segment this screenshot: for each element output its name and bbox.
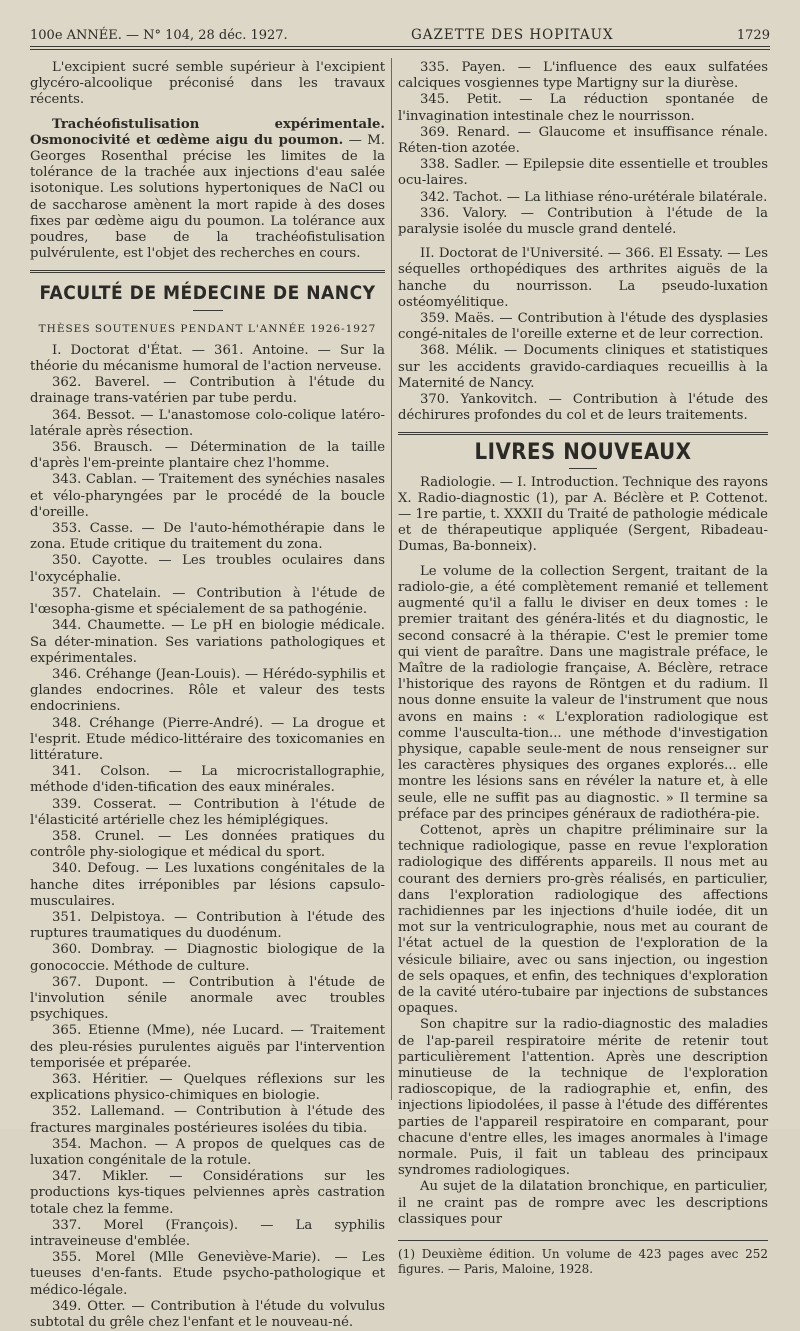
thesis-entry: 368. Mélik. — Documents cliniques et statistiques sur les accidents gravido-cardiaques recueillis à la Maternité de Nancy. bbox=[398, 343, 768, 391]
livres-small-rule bbox=[569, 468, 597, 469]
thesis-entry: 358. Crunel. — Les données pratiques du contrôle phy-siologique et médical du sport. bbox=[30, 828, 385, 861]
thesis-entry: 354. Machon. — A propos de quelques cas de luxation congénitale de la rotule. bbox=[30, 1136, 385, 1168]
thesis-entry: 367. Dupont. — Contribution à l'étude de l'involution sénile anormale avec troubles psychiques. bbox=[30, 974, 385, 1023]
intro-paragraph: L'excipient sucré semble supérieur à l'excipient glycéro-alcoolique préconisé dans les travaux récents. bbox=[30, 60, 385, 108]
thesis-entry: 350. Cayotte. — Les troubles oculaires dans l'oxycéphalie. bbox=[30, 553, 385, 585]
left-column bbox=[30, 60, 385, 1331]
thesis-entry: 355. Morel (Mlle Geneviève-Marie). — Les tueuses d'en-fants. Etude psycho-pathologique et médico-légale. bbox=[30, 1250, 385, 1298]
thesis-entry: 336. Valory. — Contribution à l'étude de la paralysie isolée du muscle grand dentelé. bbox=[398, 205, 768, 238]
thesis-entry: 369. Renard. — Glaucome et insuffisance rénale. Réten-tion azotée. bbox=[398, 124, 768, 157]
review-text bbox=[398, 564, 768, 1228]
thesis-entry: 345. Petit. — La réduction spontanée de l'invagination intestinale chez le nourrisson. bbox=[398, 92, 768, 124]
thesis-entry: 342. Tachot. — La lithiase réno-urétérale bilatérale. bbox=[420, 189, 768, 205]
thesis-entry: 338. Sadler. — Epilepsie dite essentielle et troubles ocu-laires. bbox=[398, 157, 768, 189]
trache-author: — M. Georges Rosenthal précise bbox=[30, 132, 385, 165]
thesis-entry: 353. Casse. — De l'auto-hémothérapie dans le zona. Etude critique du traitement du zona. bbox=[30, 521, 385, 553]
issue-info: 100e ANNÉE. — N° 104, 28 déc. 1927. bbox=[30, 27, 288, 43]
livres-rule bbox=[398, 432, 768, 435]
thesis-entry: 348. Créhange (Pierre-André). — La drogue et l'esprit. Etude médico-littéraire des toxicomanies en littérature. bbox=[30, 715, 385, 763]
thesis-entry: 351. Delpistoya. — Contribution à l'étude des ruptures traumatiques du duodénum. bbox=[30, 909, 385, 942]
footnote-rule bbox=[398, 1240, 768, 1241]
thesis-entry: 362. Baverel. — Contribution à l'étude du drainage trans-vatérien par tube perdu. bbox=[30, 375, 385, 407]
review-paragraph: Cottenot, après un chapitre préliminaire sur la technique radiologique, passe en revue l'exploration radiologique des différents appareils. Il nous met au courant des derniers pro-grès réalisés, en particulier, dans l'exploration radiologique des affections rachidiennes par les injections d'huile iodée, dit un mot sur la ventriculographie, nous met au courant de l'état actuel de la question de l'exploration de la vésicule biliaire, avec ou sans injection, ou ingestion de sels opaques, et enfin, des techniques d'exploration de la cavité utéro-tubaire par injections de substances opaques. bbox=[398, 822, 768, 1017]
thesis-entry: 370. Yankovitch. — Contribution à l'étude des déchirures profondes du col et de leurs traitements. bbox=[398, 392, 768, 424]
trache-paragraph bbox=[30, 117, 385, 263]
section-rule bbox=[30, 270, 385, 273]
trache-title: Trachéofistulisation expérimentale. Osmonocivité et œdème aigu du poumon. bbox=[30, 116, 385, 148]
header-rule bbox=[30, 46, 770, 47]
header-rule-2 bbox=[30, 49, 770, 50]
theses-heading: THÈSES SOUTENUES PENDANT L'ANNÉE 1926-1927 bbox=[38, 322, 377, 335]
livres-heading: LIVRES NOUVEAUX bbox=[474, 440, 692, 466]
review-paragraph: Le volume de la collection Sergent, traitant de la radiolo-gie, a été complètement remanié et tellement augmenté qu'il a fallu le diviser en deux tomes : le premier traitant des généra-lités et du diagnostic, le second consacré à la thérapie. C'est le premier tome qui vient de paraître. Dans une magistrale préface, le Maître de la radiologie française, A. Béclère, retrace l'historique des rayons de Röntgen et du radium. Il nous donne ensuite la valeur de l'instrument que nous avons en mains : « L'exploration radiologique est comme l'ausculta-tion... une méthode d'investigation physique, capable seule-ment de nous renseigner sur les caractères physiques des organes explorés... elle montre les lésions sans en révéler la nature et, à elle seule, elle ne suffit pas au diagnostic. » Il termine sa préface par des principes généraux de radiothéra-pie. bbox=[398, 563, 768, 822]
thesis-entry: 335. Payen. — L'influence des eaux sulfatées calciques vosgiennes type Martigny sur la diurèse. bbox=[398, 60, 768, 92]
thesis-entry: 360. Dombray. — Diagnostic biologique de la gonococcie. Méthode de culture. bbox=[30, 942, 385, 974]
thesis-entry: 337. Morel (François). — La syphilis intraveineuse d'emblée. bbox=[30, 1217, 385, 1250]
thesis-entry: 339. Cosserat. — Contribution à l'étude de l'élasticité artérielle chez les hémiplégiques. bbox=[30, 796, 385, 828]
page-header bbox=[30, 22, 770, 48]
thesis-entry: 347. Mikler. — Considérations sur les productions kys-tiques pelviennes après castration totale chez la femme. bbox=[30, 1169, 385, 1217]
thesis-entry: 359. Maës. — Contribution à l'étude des dysplasies congé-nitales de l'oreille externe et de leur correction. bbox=[398, 311, 768, 343]
thesis-entry: 340. Defoug. — Les luxations congénitales de la hanche dites irréponibles par lésions capsulo-musculaires. bbox=[30, 861, 385, 909]
theses-list-university bbox=[398, 246, 768, 424]
thesis-entry: I. Doctorat d'État. — 361. Antoine. — Sur la théorie du mécanisme humoral de l'action nerveuse. bbox=[30, 342, 385, 375]
thesis-entry: 352. Lallemand. — Contribution à l'étude des fractures marginales postérieures isolées du tibia. bbox=[30, 1104, 385, 1136]
thesis-entry: 344. Chaumette. — Le pH en biologie médicale. Sa déter-mination. Ses variations pathologiques et expérimentales. bbox=[30, 618, 385, 666]
journal-title: GAZETTE DES HOPITAUX bbox=[410, 27, 614, 43]
thesis-entry: 365. Etienne (Mme), née Lucard. — Traitement des pleu-résies purulentes aiguës par l'intervention temporisée et préparée. bbox=[30, 1023, 385, 1071]
column-divider bbox=[391, 58, 392, 1100]
faculte-rule bbox=[193, 310, 223, 311]
review-paragraph: Son chapitre sur la radio-diagnostic des maladies de l'ap-pareil respiratoire mérite de retenir tout particulièrement l'attention. Après une description minutieuse de la technique de l'exploration radioscopique, de la radiographie et, enfin, des injections lipiodolées, il passe à l'étude des différentes parties de l'appareil respiratoire en comparant, pour chacune d'entre elles, les images anormales à l'image normale. Puis, il fait un tableau des principaux syndromes radiologiques. bbox=[398, 1017, 768, 1179]
thesis-entry: 349. Otter. — Contribution à l'étude du volvulus subtotal du grêle chez l'enfant et le nouveau-né. bbox=[30, 1298, 385, 1331]
trache-text: les limites de la tolérance de la trachée aux injections d'eau salée isotonique. Les solutions hypertoniques de NaCl ou de saccharose amènent la mort rapide à des doses fixes par œdème aigu du poumon. La tolérance aux poudres, base de la trachéofistulisation pulvérulente, est l'objet des recherches en cours. bbox=[30, 149, 385, 262]
page-number: 1729 bbox=[736, 27, 770, 43]
thesis-entry: 364. Bessot. — L'anastomose colo-colique latéro-latérale après résection. bbox=[30, 407, 385, 439]
review-paragraph: Au sujet de la dilatation bronchique, en particulier, il ne craint pas de rompre avec les descriptions classiques pour bbox=[398, 1179, 768, 1227]
thesis-entry: 343. Cablan. — Traitement des synéchies nasales et vélo-pharyngées par le procédé de la boucle d'oreille. bbox=[30, 472, 385, 520]
radiologie-heading: Radiologie. — I. Introduction. Technique des rayons X. Radio-diagnostic (1), par A. Béclère et P. Cottenot. — 1re partie, t. XXXII du Traité de pathologie médicale et de thérapeutique appliquée (Sergent, Ribadeau-Dumas, Ba-bonneix). bbox=[398, 474, 768, 555]
theses-list-continued bbox=[398, 60, 768, 238]
faculte-heading: FACULTÉ DE MÉDECINE DE NANCY bbox=[39, 282, 376, 305]
theses-list bbox=[30, 343, 385, 1331]
right-column bbox=[398, 60, 768, 1277]
footnote: (1) Deuxième édition. Un volume de 423 pages avec 252 figures. — Paris, Maloine, 1928. bbox=[398, 1247, 768, 1277]
thesis-entry: 346. Créhange (Jean-Louis). — Hérédo-syphilis et glandes endocrines. Rôle et valeur des tests endocriniens. bbox=[30, 666, 385, 715]
thesis-entry: II. Doctorat de l'Université. — 366. El Essaty. — Les séquelles orthopédiques des arthrites aiguës de la hanche du nourrisson. La pseudo-luxation ostéomyélitique. bbox=[398, 246, 768, 310]
thesis-entry: 363. Héritier. — Quelques réflexions sur les explications physico-chimiques en biologie. bbox=[30, 1071, 385, 1104]
thesis-entry: 356. Brausch. — Détermination de la taille d'après l'em-preinte plantaire chez l'homme. bbox=[30, 440, 385, 472]
thesis-entry: 341. Colson. — La microcristallographie, méthode d'iden-tification des eaux minérales. bbox=[30, 764, 385, 796]
thesis-entry: 357. Chatelain. — Contribution à l'étude de l'œsopha-gisme et spécialement de sa pathogénie. bbox=[30, 585, 385, 618]
